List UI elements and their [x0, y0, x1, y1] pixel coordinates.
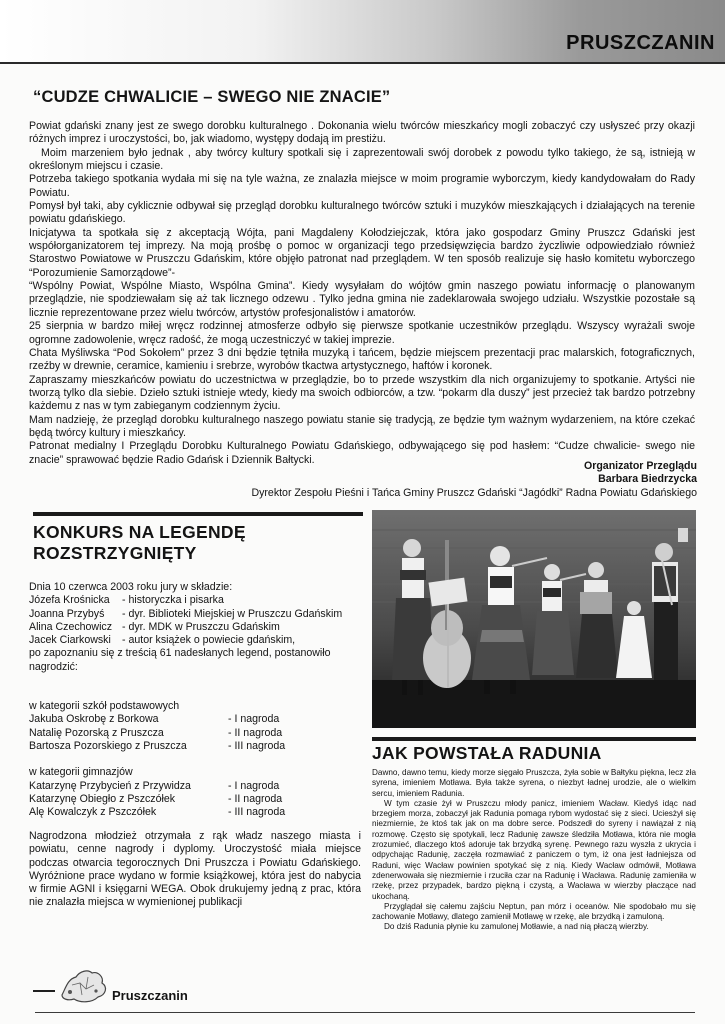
jury-row — [29, 621, 359, 634]
masthead: PRUSZCZANIN — [566, 32, 715, 54]
category-label: w kategorii gimnazjów — [29, 766, 133, 779]
konkurs-after-jury: po zapoznaniu się z treścią 61 nadesłanych legend, postanowiło nagrodzić: — [29, 647, 331, 673]
jury-role: - autor książek o powiecie gdańskim, — [122, 634, 296, 647]
county-map-logo-icon — [58, 965, 110, 1005]
spacer — [29, 674, 359, 687]
konkurs-closing: Nagrodzona młodzież otrzymała z rąk władz naszego miasta i powiatu, cenne nagrody i dyplomy. Uroczystość miała miejsce podczas otwarcia tegorocznych Dni Pruszcza i Powiatu Gdańskiego. Wyróżnione prace wydano w formie książkowej, która jest do nabycia w firmie AGNI i księgarni WEGA. Obok drukujemy jedną z prac, która nie znalazła miejsca w wymienionej publikacji — [29, 830, 361, 909]
article-paragraph: Potrzeba takiego spotkania wydała mi się na tyle ważna, ze znalazła miejsce w moim programie wyborczym, kiedy kandydowałam do Rady Powiatu. — [29, 173, 695, 199]
folk-band-photo-image — [372, 510, 696, 728]
article-paragraph: Mam nadzieję, że przegląd dorobku kulturalnego naszego powiatu stanie się tradycją, ze będzie tym ważnym wydarzeniem, na które czekać będą twórcy kultury i mieszkańcy. — [29, 413, 695, 439]
spacer — [29, 753, 359, 766]
award-prize: - II nagroda — [228, 726, 283, 739]
konkurs-body — [29, 581, 359, 819]
jury-name: Alina Czechowicz — [29, 620, 113, 633]
jury-row — [29, 608, 359, 621]
footer-title: Pruszczanin — [112, 988, 188, 1003]
radunia-paragraph: W tym czasie żył w Pruszczu młody panicz, imieniem Wacław. Kiedyś idąc nad brzegiem morza, zobaczył jak Radunia pomaga rybom wydostać się z sieci. Uciesżył się niezmiernie, że ktoś tak jak on ma dobre serce. Podszedł do syreny i nawiązał z nią rozmowę. Często się spotykali, lecz Radunię zawsze śledziła Motława, która nie mogła zrozumieć, dlaczego ktoś adoruje tak brzydką syrenę. Pewnego razu wyszła z ukrycia i odpychając Radunię, zaczęła rozmawiać z paniczem o tym, iż ona jest ładniejsza od Raduni, więc Wacław powinien spotykać się z nią. Kiedy Wacław odmówił, Motława zdenerwowała się niezmiernie i rzuciła czar na Radunię i Wacława. Radunię zamieniła w rzekę, przez przypadek, bardzo piękną i czystą, a Wacława w wierzby płaczące nad ukochaną. — [372, 798, 696, 901]
article-paragraph: Zapraszamy mieszkańców powiatu do uczestnictwa w przeglądzie, bo to przede wszystkim dla nich organizujemy to spotkanie. Artyści nie tworzą tylko dla siebie. Dzieło sztuki istnieje wtedy, kiedy ma swoich odbiorców, a tzw. “pokarm dla duszy” jest przecież tak bardzo potrzebny każdemu z nas w tym zabieganym codziennym życiu. — [29, 373, 695, 413]
jury-row — [29, 634, 359, 647]
signature-name: Barbara Biedrzycka — [598, 473, 697, 486]
award-name: Katarzynę Obiegło z Pszczółek — [29, 792, 176, 805]
article-paragraph: Pomysł był taki, aby cyklicznie odbywał się przegląd dorobku kulturalnego twórców sztuki i muzyków mieszkających i działających na terenie powiatu gdańskiego. — [29, 200, 695, 226]
award-row — [29, 713, 359, 726]
jury-name: Józefa Krośnicka — [29, 594, 110, 607]
award-name: Alę Kowalczyk z Pszczółek — [29, 806, 157, 819]
radunia-paragraph: Przyglądał się całemu zajściu Neptun, pan mórz i oceanów. Nie spodobało mu się zachowanie Motławy, dlatego zamienił Motławę w rzekę, ale brzydką i zamuloną. — [372, 901, 696, 922]
article-title: “CUDZE CHWALICIE – SWEGO NIE ZNACIE” — [33, 88, 391, 106]
article-paragraph: Powiat gdański znany jest ze swego dorobku kulturalnego . Dokonania wielu twórców mieszkańcy mogli zobaczyć czy usłyszeć przy okazji różnych imprez i uroczystości, bo, jak wiadomo, występy dodają im prestiżu. — [29, 120, 695, 146]
award-row — [29, 806, 359, 819]
award-row — [29, 740, 359, 753]
award-row — [29, 793, 359, 806]
article-paragraph: Inicjatywa ta spotkała się z akceptacją Wójta, pani Magdaleny Kołodziejczak, która jako gospodarz Gminy Pruszcz Gdański jest współorganizatorem tej imprezy. Na moją prośbę o pomoc w organizacji tego przedsięwzięcia bardzo życzliwie odpowiedziało również Starostwo Powiatowe w Pruszczu Gdańskim, które objęło patronat nad przeglądem. W ten sposób realizuje się hasło komitetu wyborczego “Porozumienie Samorządowe”- — [29, 226, 695, 279]
award-prize: - II nagroda — [228, 792, 283, 805]
award-name: Natalię Pozorską z Pruszcza — [29, 726, 164, 739]
award-name: Bartosza Pozorskiego z Pruszcza — [29, 739, 187, 752]
jury-role: - dyr. Biblioteki Miejskiej w Pruszczu Gdańskim — [122, 607, 343, 620]
article-paragraph: Chata Myśliwska “Pod Sokołem” przez 3 dni będzie tętniła muzyką i tańcem, będzie miejscem prezentacji prac malarskich, fotograficznych, rzeźby w drewnie, ceramice, kamieniu i srebrze, wyrobów tkactwa artystycznego, haftów i koronek. — [29, 346, 695, 373]
radunia-paragraph: Dawno, dawno temu, kiedy morze sięgało Pruszcza, żyła sobie w Bałtyku piękna, lecz zła syrena, imieniem Motława. Była także syrena, o niezbyt ładnej urodzie, ale o wielkim sercu, imieniem Radunia. — [372, 768, 697, 798]
award-name: Katarzynę Przybycień z Przywidza — [29, 779, 191, 792]
folk-band-photo — [372, 510, 696, 728]
article-paragraph: Moim marzeniem było jednak , aby twórcy kultury spotkali się i zaprezentowali swój dorobek z powodu tylko takiego, że są, istnieją w określonym miejscu i czasie. — [29, 146, 695, 173]
article-paragraph: Patronat medialny I Przeglądu Dorobku Kulturalnego Powiatu Gdańskiego, odbywającego się pod hasłem: “Cudze chwalicie- swego nie znacie” sprawować będzie Radio Gdańsk i Dziennik Bałtycki. — [29, 440, 695, 466]
jury-name: Joanna Przybyś — [29, 607, 105, 620]
jury-name: Jacek Ciarkowski — [29, 634, 111, 647]
article-signature — [251, 460, 697, 500]
signature-title: Dyrektor Zespołu Pieśni i Tańca Gminy Pruszcz Gdański “Jagódki” Radna Powiatu Gdańskiego — [251, 486, 697, 499]
signature-role: Organizator Przeglądu — [583, 460, 697, 472]
footer-rule — [35, 1012, 695, 1013]
jury-role: - historyczka i pisarka — [122, 594, 224, 607]
article-body — [29, 120, 695, 467]
award-name: Jakuba Oskrobę z Borkowa — [29, 713, 159, 726]
konkurs-heading — [33, 522, 363, 564]
article-paragraph: 25 sierpnia w bardzo miłej wręcz rodzinnej atmosferze odbyło się pierwsze spotkanie uczestników przeglądu. Wszyscy wyrażali swoje ogromne zadowolenie, wręcz radość, że mogą uczestniczyć w takiej imprezie. — [29, 320, 695, 346]
award-prize: - I nagroda — [228, 713, 280, 726]
article-paragraph: “Wspólny Powiat, Wspólne Miasto, Wspólna Gmina”. Kiedy wysyłałam do wójtów gmin naszego powiatu informację o planowanym przeglądzie, nie spodziewałam się aż tak licznego odzewu . Tylko jedna gmina nie zadeklarowała swojego udziału. Wszystkie pozostałe są licznie reprezentowane przez wielu twórców, artystów profesjonalistów i amatorów. — [29, 280, 695, 319]
award-prize: - III nagroda — [228, 806, 286, 819]
jury-row — [29, 594, 359, 607]
konkurs-heading-text: KONKURS NA LEGENDĘ ROZSTRZYGNIĘTY — [33, 522, 246, 563]
konkurs-rule — [33, 512, 363, 516]
radunia-heading: JAK POWSTAŁA RADUNIA — [372, 743, 602, 763]
radunia-paragraph: Do dziś Radunia płynie ku zamulonej Motławie, a nad nią płaczą wierzby. — [384, 922, 649, 932]
konkurs-intro: Dnia 10 czerwca 2003 roku jury w składzie: — [29, 581, 233, 593]
spacer — [29, 687, 359, 700]
footer-short-rule — [33, 990, 55, 992]
radunia-rule — [372, 737, 696, 741]
award-row — [29, 727, 359, 740]
jury-role: - dyr. MDK w Pruszczu Gdańskim — [122, 620, 280, 633]
header-rule — [0, 62, 725, 64]
award-prize: - III nagroda — [228, 739, 286, 752]
radunia-body — [372, 768, 696, 933]
award-row — [29, 780, 359, 793]
category-label: w kategorii szkół podstawowych — [29, 700, 180, 713]
award-prize: - I nagroda — [228, 779, 280, 792]
